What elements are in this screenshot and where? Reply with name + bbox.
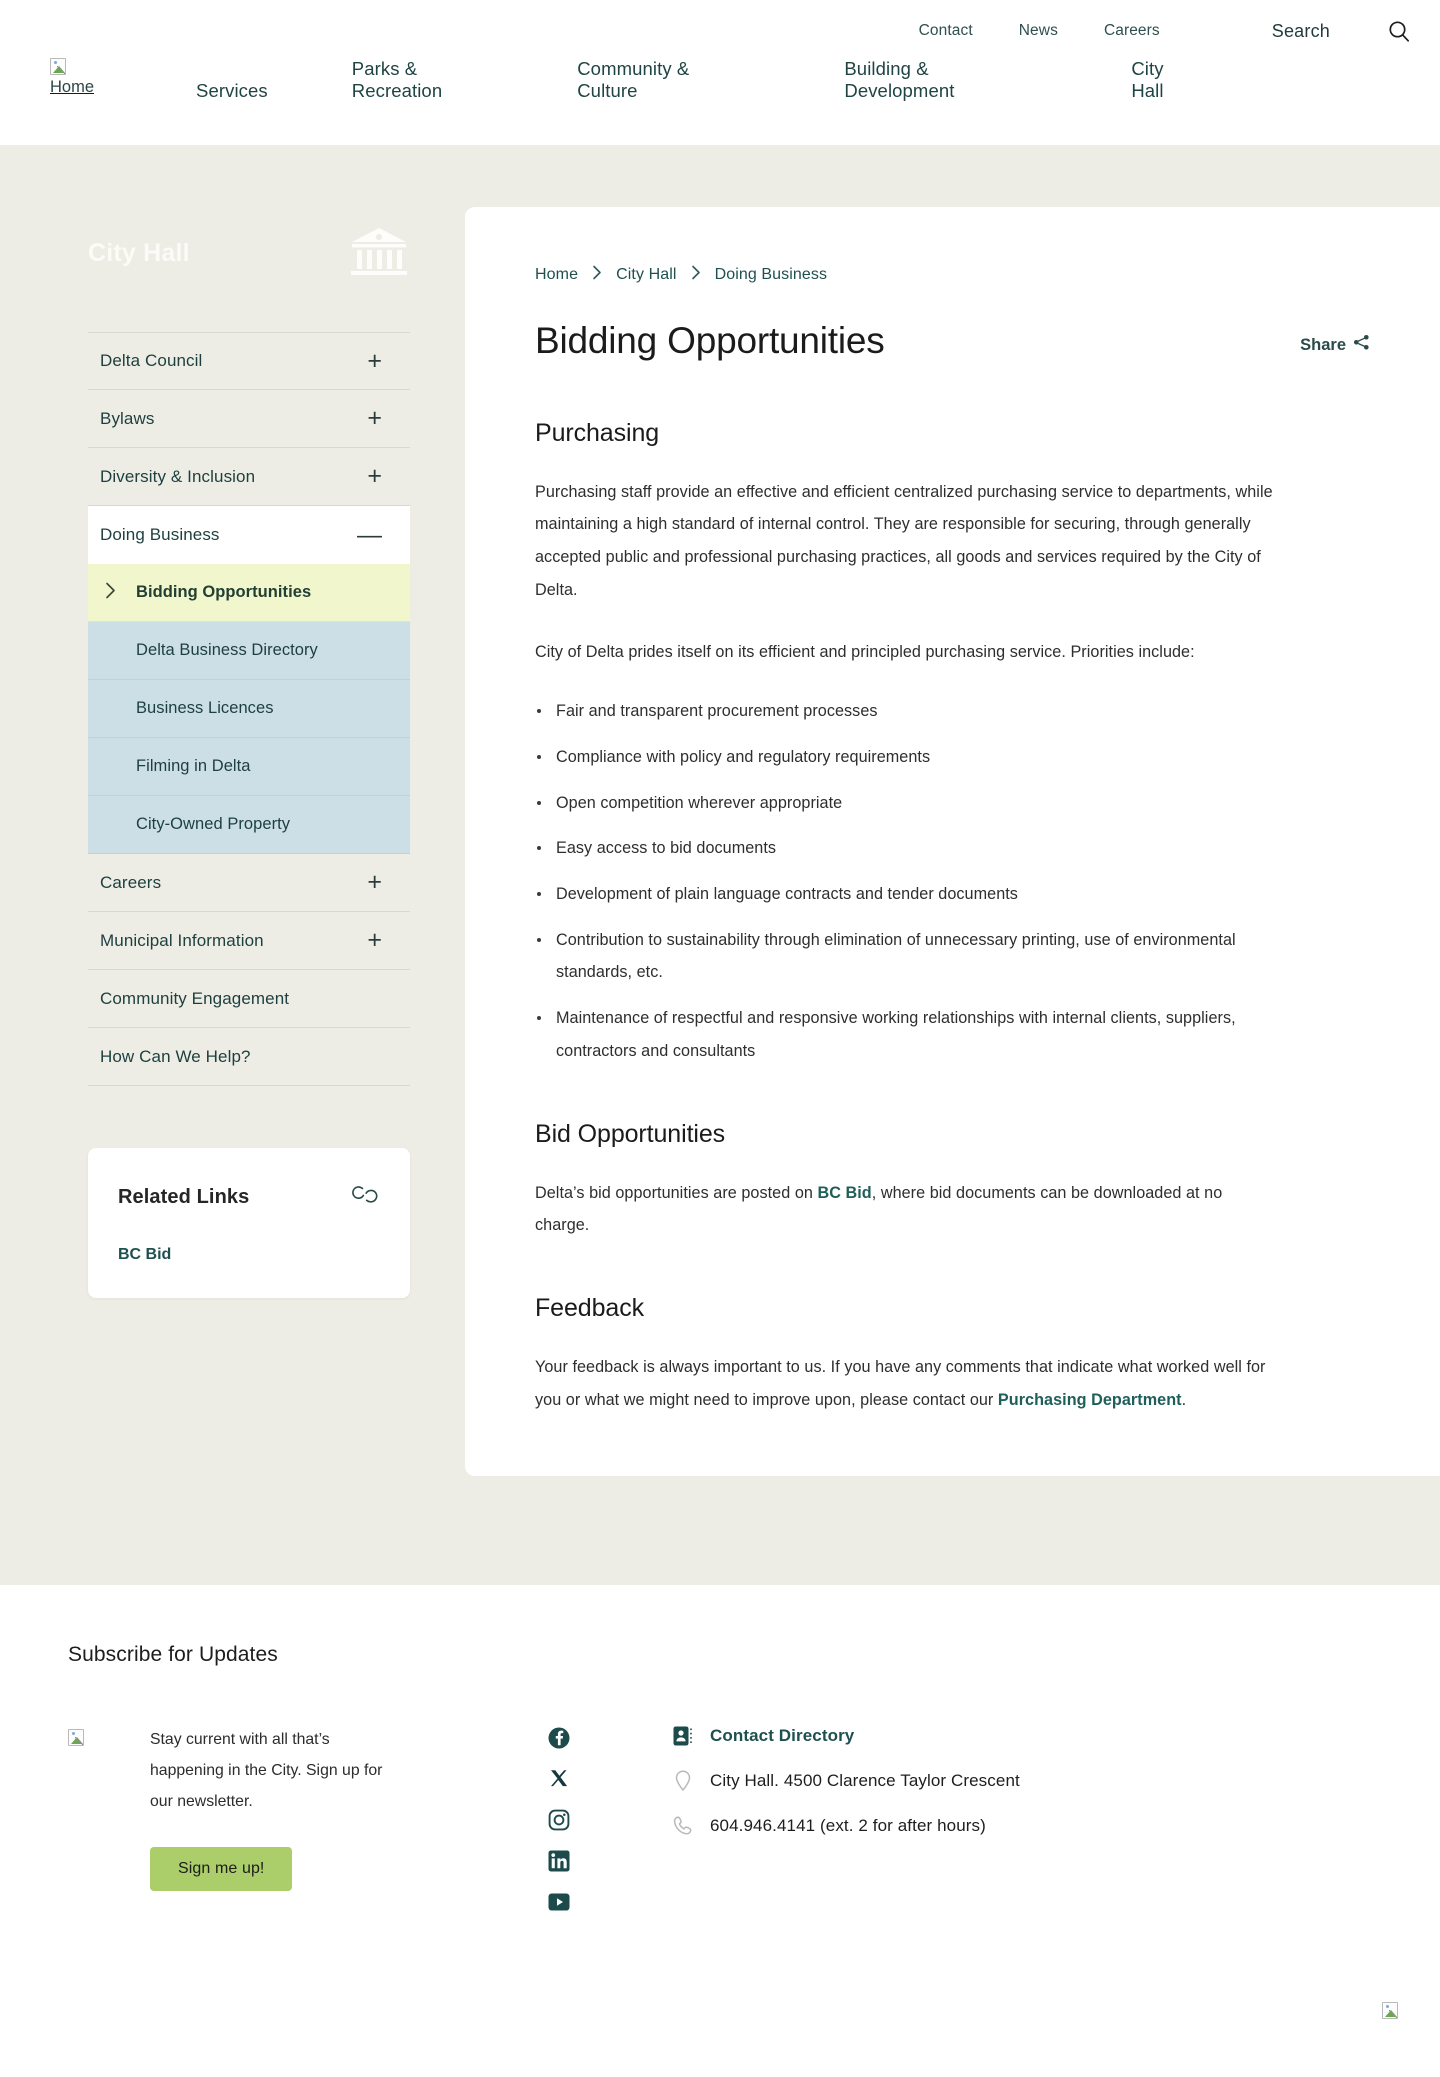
nav-label-line2: Development <box>844 79 955 101</box>
nav-label-line2: Hall <box>1131 79 1164 101</box>
footer-columns <box>68 1725 1380 1913</box>
sidebar-item-diversity-inclusion[interactable] <box>88 448 410 506</box>
section-heading-bid-opportunities: Bid Opportunities <box>535 1119 726 1148</box>
link-bc-bid[interactable]: BC Bid <box>817 1183 872 1202</box>
bid-text-after: , where bid documents can be downloaded at no charge. <box>535 1183 1223 1235</box>
map-pin-icon <box>672 1770 694 1792</box>
sidebar-subitem-bidding-opportunities[interactable] <box>88 564 410 622</box>
sidebar-item-careers[interactable] <box>88 854 410 912</box>
chain-link-icon <box>350 1182 380 1212</box>
nav-label-line1: Parks & <box>351 58 418 79</box>
sidebar-subitem-label: Bidding Opportunities <box>136 583 312 601</box>
sidebar-subitem-business-licences[interactable] <box>88 680 410 738</box>
sidebar-item-municipal-information[interactable] <box>88 912 410 970</box>
sidebar-item-label: Careers <box>100 872 162 892</box>
list-item: Open competition wherever appropriate <box>535 787 1275 820</box>
facebook-icon[interactable] <box>548 1727 570 1749</box>
nav-label-line1: Building & <box>844 58 929 79</box>
footer-inner <box>0 1643 1440 1913</box>
search-group <box>1272 18 1412 44</box>
linkedin-icon[interactable] <box>548 1850 570 1872</box>
page-title-row <box>535 320 1370 363</box>
main-content-card <box>465 207 1440 1476</box>
bank-building-icon <box>348 223 410 284</box>
plus-icon[interactable]: + <box>367 404 382 432</box>
search-icon[interactable] <box>1386 18 1412 44</box>
nav-item-parks-recreation[interactable] <box>352 58 442 102</box>
page-title: Bidding Opportunities <box>535 320 885 361</box>
utility-link-contact[interactable]: Contact <box>918 22 973 39</box>
bid-text-before: Delta’s bid opportunities are posted on <box>535 1183 818 1202</box>
nav-label-line2: Culture <box>577 79 638 101</box>
sidebar-item-doing-business[interactable] <box>88 506 410 564</box>
utility-navigation <box>0 18 1440 44</box>
main-navigation <box>0 58 1440 102</box>
phone-text: 604.946.4141 (ext. 2 for after hours) <box>710 1816 986 1835</box>
search-label: Search <box>1271 20 1330 41</box>
sidebar-item-label: Bylaws <box>100 408 155 428</box>
sidebar-subitem-city-owned-property[interactable] <box>88 796 410 854</box>
phone-row <box>672 1815 1020 1837</box>
instagram-icon[interactable] <box>548 1809 570 1831</box>
page-layout <box>0 145 1440 1476</box>
sidebar-subitem-label: City-Owned Property <box>136 815 291 833</box>
sidebar-item-delta-council[interactable] <box>88 332 410 390</box>
plus-icon[interactable]: + <box>367 926 382 954</box>
list-item: Fair and transparent procurement processes <box>535 695 1275 728</box>
nav-item-services[interactable]: Services <box>196 80 268 101</box>
list-item: Easy access to bid documents <box>535 832 1275 865</box>
contact-column <box>672 1725 1020 1860</box>
sidebar-subitem-label: Business Licences <box>136 699 274 717</box>
plus-icon[interactable]: + <box>367 868 382 896</box>
sidebar-item-label: Diversity & Inclusion <box>100 466 256 486</box>
social-links-column <box>548 1725 672 1913</box>
breadcrumb <box>535 265 1370 284</box>
share-button-label: Share <box>1300 335 1346 354</box>
broken-image-icon <box>1382 2002 1398 2019</box>
link-purchasing-department[interactable]: Purchasing Department <box>997 1390 1182 1409</box>
paragraph-feedback <box>535 1351 1275 1416</box>
sidebar-item-bylaws[interactable] <box>88 390 410 448</box>
list-item: Compliance with policy and regulatory requirements <box>535 741 1275 774</box>
priorities-list <box>535 695 1275 1067</box>
chevron-right-icon <box>104 581 117 604</box>
breadcrumb-item-city-hall[interactable]: City Hall <box>616 265 677 283</box>
list-item: Maintenance of respectful and responsive working relationships with internal clients, suppliers, contractors and consultants <box>535 1002 1275 1067</box>
sidebar-subnav <box>88 564 410 854</box>
nav-item-building-development[interactable] <box>844 58 954 102</box>
sidebar-item-label: Municipal Information <box>100 930 264 950</box>
newsletter-column <box>68 1725 548 1891</box>
footer-title: Subscribe for Updates <box>68 1643 278 1666</box>
sidebar-item-label: Doing Business <box>100 525 220 544</box>
share-button[interactable] <box>1300 334 1370 356</box>
sidebar-title: City Hall <box>88 239 190 267</box>
contact-directory-link[interactable]: Contact Directory <box>710 1726 855 1745</box>
chevron-right-icon <box>691 265 701 284</box>
sidebar-nav-list <box>88 332 410 564</box>
plus-icon[interactable]: + <box>367 346 382 375</box>
sidebar-item-label: Community Engagement <box>100 988 290 1008</box>
section-heading-feedback: Feedback <box>535 1294 644 1323</box>
site-header <box>0 0 1440 145</box>
nav-label-line2: Recreation <box>351 79 443 101</box>
utility-link-news[interactable]: News <box>1018 22 1058 39</box>
sidebar-item-community-engagement[interactable] <box>88 970 410 1028</box>
sidebar <box>0 145 465 1298</box>
list-item: Development of plain language contracts and tender documents <box>535 878 1275 911</box>
nav-home-label: Home <box>50 78 95 96</box>
address-text: City Hall. 4500 Clarence Taylor Crescent <box>710 1771 1020 1790</box>
minus-icon[interactable]: — <box>357 520 382 549</box>
contact-directory-row[interactable] <box>672 1725 1020 1747</box>
sidebar-item-label: How Can We Help? <box>100 1046 251 1066</box>
paragraph-bid-opportunities <box>535 1177 1275 1242</box>
address-row <box>672 1770 1020 1792</box>
site-footer <box>0 1585 1440 2065</box>
nav-label-line1: Community & <box>577 58 690 79</box>
contact-card-icon <box>672 1725 694 1747</box>
sidebar-subitem-label: Filming in Delta <box>136 757 251 775</box>
list-item: Contribution to sustainability through elimination of unnecessary printing, use of environmental standards, etc. <box>535 924 1275 989</box>
newsletter-text: Stay current with all that’s happening in the City. Sign up for our newsletter. <box>150 1731 383 1810</box>
breadcrumb-item-home[interactable]: Home <box>535 265 579 283</box>
paragraph-purchasing-2: City of Delta prides itself on its efficient and principled purchasing service. Priorities include: <box>535 643 1195 662</box>
phone-icon <box>672 1815 694 1837</box>
nav-item-community-culture[interactable] <box>577 58 689 102</box>
related-links-card <box>88 1148 410 1298</box>
broken-image-icon <box>68 1729 84 1746</box>
plus-icon[interactable]: + <box>367 462 382 490</box>
x-twitter-icon[interactable] <box>548 1768 570 1790</box>
section-heading-purchasing: Purchasing <box>535 418 660 447</box>
footer-bottom <box>0 1913 1440 2043</box>
feedback-text-after: . <box>1181 1390 1187 1409</box>
related-links-header <box>118 1182 380 1212</box>
share-nodes-icon <box>1353 334 1370 356</box>
sidebar-nav-list-after <box>88 854 410 1086</box>
sidebar-item-label: Delta Council <box>100 351 203 370</box>
sidebar-subitem-filming-in-delta[interactable] <box>88 738 410 796</box>
nav-label-line1: City <box>1131 58 1164 79</box>
sign-me-up-button[interactable]: Sign me up! <box>150 1847 292 1891</box>
sidebar-subitem-label: Delta Business Directory <box>136 641 318 659</box>
nav-item-city-hall[interactable] <box>1116 58 1178 102</box>
page-body <box>0 145 1440 1585</box>
feedback-text-before: Your feedback is always important to us. If you have any comments that indicate what worked well for you or what we might need to improve upon, please contact our <box>535 1358 1266 1409</box>
sidebar-item-how-can-we-help[interactable] <box>88 1028 410 1086</box>
paragraph-purchasing-1: Purchasing staff provide an effective and efficient centralized purchasing service to departments, while maintaining a high standard of internal control. They are responsible for securing, through generally accepted public and professional purchasing practices, all goods and services required by the City of Delta. <box>535 482 1273 599</box>
sidebar-header <box>88 223 410 284</box>
sidebar-subitem-delta-business-directory[interactable] <box>88 622 410 680</box>
youtube-icon[interactable] <box>548 1891 570 1913</box>
related-links-title: Related Links <box>118 1185 250 1208</box>
breadcrumb-item-doing-business[interactable]: Doing Business <box>714 265 828 283</box>
nav-home-link[interactable] <box>0 58 150 97</box>
broken-image-icon <box>50 58 66 75</box>
newsletter-body <box>150 1725 400 1891</box>
related-link-bc-bid[interactable]: BC Bid <box>118 1246 172 1263</box>
utility-link-careers[interactable]: Careers <box>1103 22 1160 39</box>
chevron-right-icon <box>592 265 602 284</box>
